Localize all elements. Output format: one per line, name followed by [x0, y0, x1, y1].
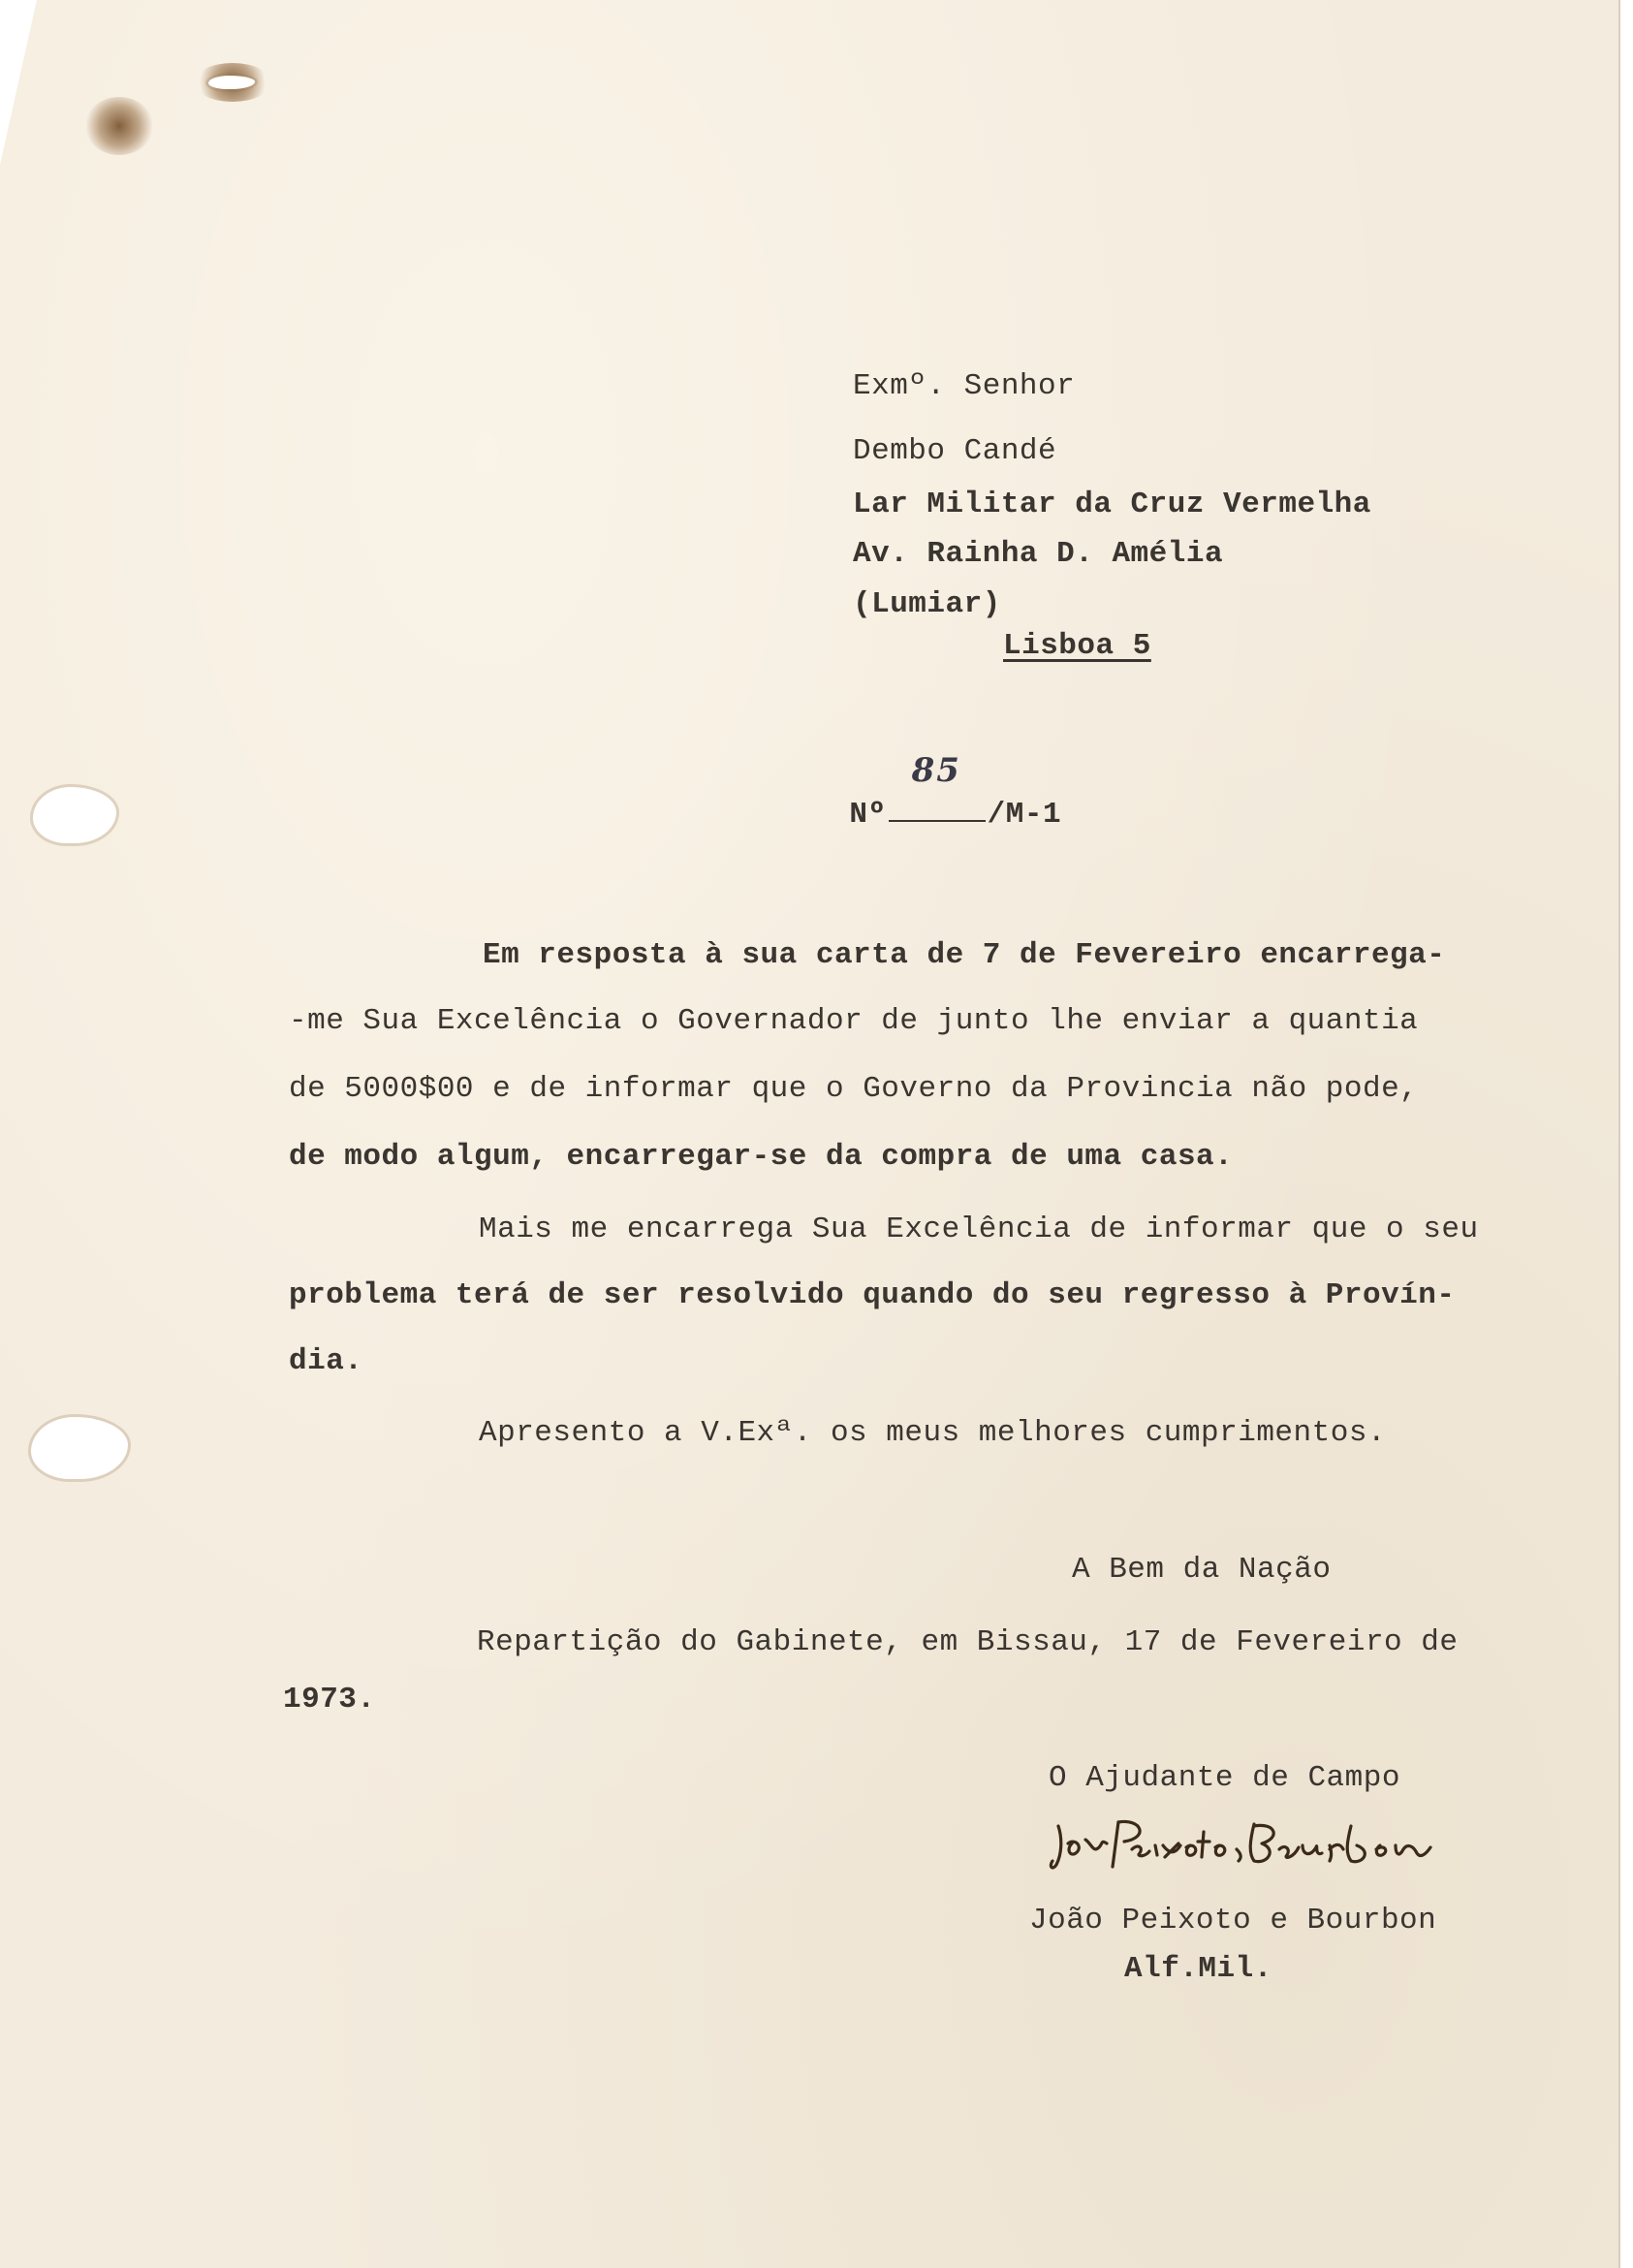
- signatory-rank: Alf.Mil.: [1124, 1952, 1272, 1986]
- reference-number: [775, 751, 1062, 860]
- place-date-line-1: Repartição do Gabinete, em Bissau, 17 de Fevereiro de: [477, 1625, 1459, 1659]
- salutation: Exmº. Senhor: [853, 369, 1076, 403]
- body-p1-line-4: de modo algum, encarregar-se da compra de uma casa.: [289, 1140, 1234, 1174]
- recipient-name: Dembo Candé: [853, 434, 1057, 468]
- body-p3: Apresento a V.Exª. os meus melhores cumprimentos.: [479, 1416, 1387, 1450]
- place-date-line-2: 1973.: [283, 1683, 376, 1717]
- signatory-name: João Peixoto e Bourbon: [1029, 1904, 1437, 1937]
- reference-blank: [889, 751, 986, 822]
- address-line-1: Lar Militar da Cruz Vermelha: [853, 488, 1371, 521]
- address-line-3: (Lumiar): [853, 587, 1001, 621]
- punch-hole: [31, 1417, 128, 1479]
- reference-prefix: Nº: [849, 798, 887, 832]
- signatory-role: O Ajudante de Campo: [1049, 1761, 1400, 1795]
- body-p1-line-3: de 5000$00 e de informar que o Governo da Provincia não pode,: [289, 1072, 1419, 1106]
- closing-motto: A Bem da Nação: [1072, 1553, 1332, 1587]
- handwritten-reference-number: 85: [911, 751, 961, 790]
- address-line-2: Av. Rainha D. Amélia: [853, 537, 1224, 571]
- handwritten-signature: [1049, 1805, 1436, 1882]
- body-p2-line-2: problema terá de ser resolvido quando do seu regresso à Provín-: [289, 1278, 1456, 1312]
- address-city: Lisboa 5: [1003, 629, 1151, 663]
- punch-hole: [33, 787, 116, 843]
- torn-corner: [0, 0, 37, 165]
- body-p1-line-1: Em resposta à sua carta de 7 de Fevereiro encarrega-: [483, 938, 1446, 972]
- rust-stain: [85, 97, 153, 155]
- body-p2-line-3: dia.: [289, 1344, 363, 1378]
- reference-suffix: /M-1: [987, 798, 1062, 832]
- body-p2-line-1: Mais me encarrega Sua Excelência de informar que o seu: [479, 1213, 1479, 1246]
- body-p1-line-2: -me Sua Excelência o Governador de junto lhe enviar a quantia: [289, 1004, 1419, 1038]
